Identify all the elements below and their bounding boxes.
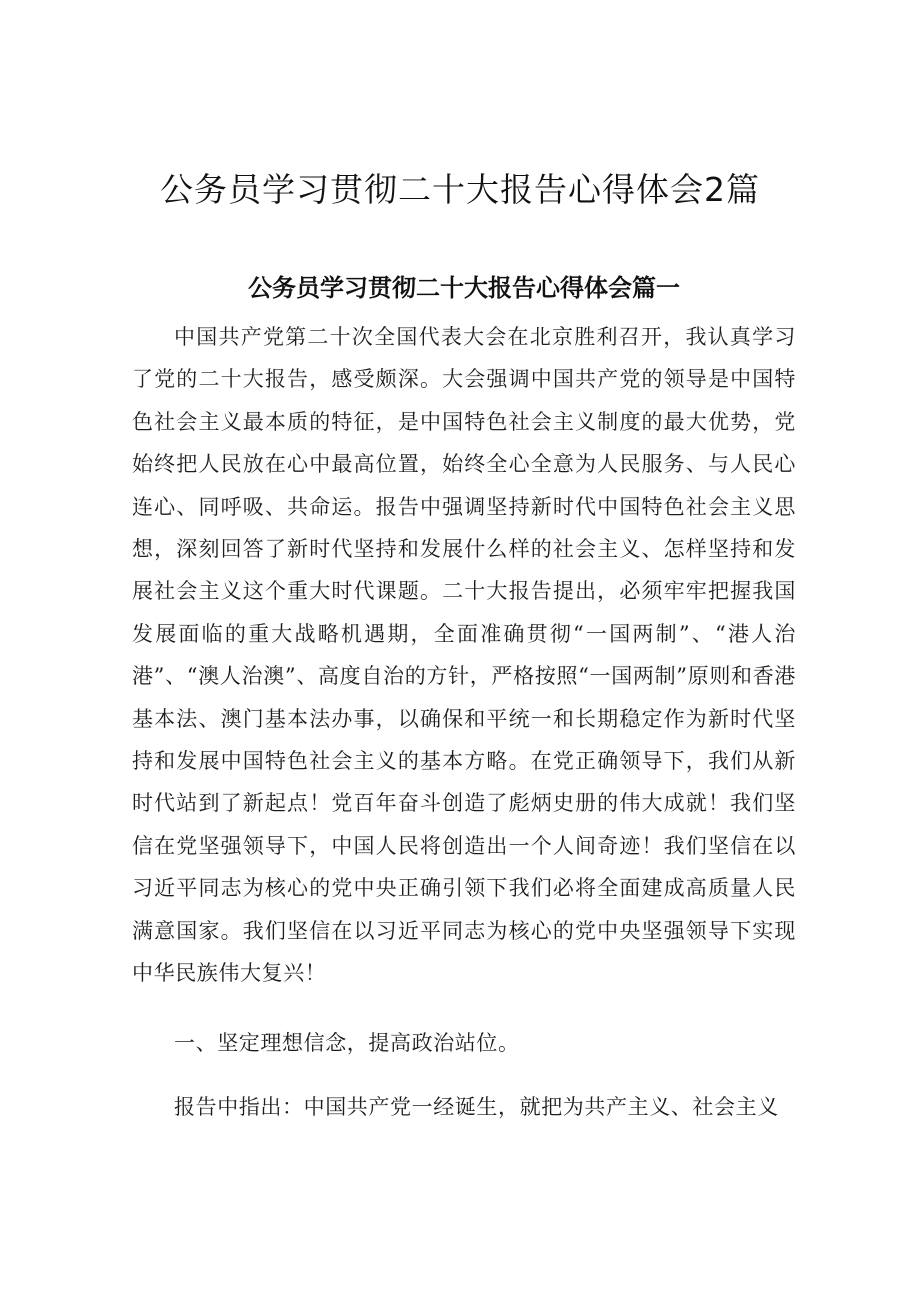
- subheading-paragraph: 一、坚定理想信念，提高政治站位。: [174, 1031, 520, 1055]
- body-paragraph: 报告中指出：中国共产党一经诞生，就把为共产主义、社会主义: [174, 1095, 779, 1119]
- document-title: 公务员学习贯彻二十大报告心得体会2篇: [160, 170, 760, 209]
- body-paragraph-intro: 中国共产党第二十次全国代表大会在北京胜利召开，我认真学习了党的二十大报告，感受颇深。大会强调中国共产党的领导是中国特色社会主义最本质的特征，是中国特色社会主义制度的最大优势，党始终把人民放在心中最高位置，始终全心全意为人民服务、与人民心连心、同呼吸、共命运。报告中强调坚持新时代中国特色社会主义思想，深刻回答了新时代坚持和发展什么样的社会主义、怎样坚持和发展社会主义这个重大时代课题。二十大报告提出，必须牢牢把握我国发展面临的重大战略机遇期，全面准确贯彻“一国两制”、“港人治港”、“澳人治澳”、高度自治的方针，严格按照“一国两制”原则和香港基本法、澳门基本法办事，以确保和平统一和长期稳定作为新时代坚持和发展中国特色社会主义的基本方略。在党正确领导下，我们从新时代站到了新起点！党百年奋斗创造了彪炳史册的伟大成就！我们坚信在党坚强领导下，中国人民将创造出一个人间奇迹！我们坚信在以习近平同志为核心的党中央正确引领下我们必将全面建成高质量人民满意国家。我们坚信在以习近平同志为核心的党中央坚强领导下实现中华民族伟大复兴！: [132, 325, 796, 986]
- section-title: 公务员学习贯彻二十大报告心得体会篇一: [248, 274, 680, 302]
